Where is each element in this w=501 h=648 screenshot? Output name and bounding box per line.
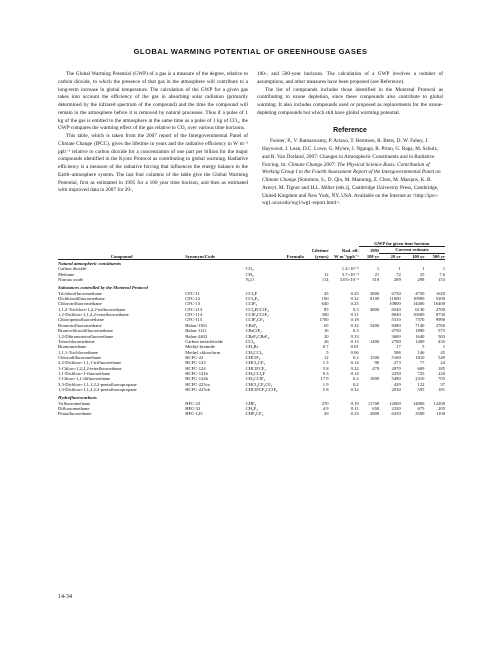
compound-name: Pentafluoroethane bbox=[58, 411, 92, 417]
gwp-100yr: 77 bbox=[419, 360, 425, 366]
rad-eff: 0.32 bbox=[350, 386, 359, 392]
compound-name: Tetrachloromethane bbox=[58, 338, 95, 344]
gwp-500yr: 220 bbox=[438, 370, 445, 376]
reference-book-title: Climate Change 2007: The Physical Science Basis. Contribution of Working Group I to the Fourth Assessment Report of the Intergovernmental Panel on Climate Change bbox=[262, 161, 441, 183]
gwp-500yr: 45 bbox=[440, 349, 445, 355]
section-title: Natural atmospheric constituents bbox=[58, 261, 122, 267]
lifetime: 1.3 bbox=[322, 360, 329, 366]
synonym-code: CFC-113 bbox=[185, 306, 203, 312]
compound-name: 1,1,1-Trichloroethane bbox=[58, 349, 98, 355]
synonym-header: Synonym/Code bbox=[185, 253, 216, 259]
gwp-1995: 8100 bbox=[370, 296, 380, 302]
synonym-code: HFC-32 bbox=[185, 405, 201, 411]
gwp-20yr: 2030 bbox=[391, 386, 401, 392]
intro-paragraph-3: 100-, and 500-year horizons. The calculation of a GWP involves a number of assumptions, and other measures have been proposed (see Reference). bbox=[257, 71, 443, 85]
rad-eff: 0.32 bbox=[350, 322, 359, 328]
gwp-500yr: 1620 bbox=[435, 290, 445, 296]
gwp-500yr: 9990 bbox=[435, 317, 445, 323]
compound-name: Dichlorodifluoromethane bbox=[58, 296, 105, 302]
synonym-code: Halon-1301 bbox=[185, 322, 208, 328]
gwp-100yr: 298 bbox=[417, 277, 425, 283]
compound-name: Chloropentafluoroethane bbox=[58, 317, 104, 323]
formula: CHF₂CF₃ bbox=[245, 411, 264, 417]
formula: CH₃CCl₃ bbox=[245, 349, 263, 355]
current-estimate-header: Current estimate bbox=[379, 247, 445, 253]
rad-eff: 0.13 bbox=[350, 338, 359, 344]
compound-name: Bromochlorodifluoromethane bbox=[58, 328, 113, 334]
gwp-100yr: 5 bbox=[422, 344, 425, 350]
rad-eff: 0.11 bbox=[350, 405, 359, 411]
gwp-1995: 3800 bbox=[370, 290, 380, 296]
synonym-code: Halon-2402 bbox=[185, 333, 208, 339]
page-number: 14-34 bbox=[58, 594, 72, 600]
gwp-group-header: GWP for given time horizon bbox=[359, 241, 445, 247]
synonym-code: HCFC-124 bbox=[185, 365, 206, 371]
synonym-code: Halon-1211 bbox=[185, 328, 207, 334]
gwp-table-body bbox=[58, 260, 445, 417]
gwp-500yr: 7.6 bbox=[439, 271, 445, 277]
gwp-500yr: 1 bbox=[442, 344, 445, 350]
synonym-code: HCFC-142b bbox=[185, 376, 208, 382]
gwp-20yr: 2070 bbox=[391, 365, 401, 371]
gwp-100yr: 1640 bbox=[415, 333, 425, 339]
gwp-100yr: 675 bbox=[417, 405, 425, 411]
gwp-20yr: 6730 bbox=[391, 290, 401, 296]
gwp-20yr: 2330 bbox=[391, 405, 401, 411]
gwp-500yr: 185 bbox=[438, 365, 445, 371]
lifetime: 1700 bbox=[319, 317, 329, 323]
synonym-code: HCFC-22 bbox=[185, 354, 204, 360]
gwp-500yr: 8730 bbox=[435, 312, 445, 318]
gwp-20yr: 12000 bbox=[389, 400, 401, 406]
gwp-100yr: 146 bbox=[417, 349, 425, 355]
rad-eff: 0.2 bbox=[352, 381, 359, 387]
lifetime: 12 bbox=[323, 354, 329, 360]
rad-eff: 0.14 bbox=[350, 360, 359, 366]
synonym-code: CFC-12 bbox=[185, 296, 201, 302]
reference-heading: Reference bbox=[333, 126, 367, 134]
gwp-500yr: 705 bbox=[438, 376, 445, 382]
rad-eff: 0.33 bbox=[350, 333, 359, 339]
formula: CCl₂F₂ bbox=[245, 296, 259, 302]
gwp-100yr: 10000 bbox=[412, 312, 425, 318]
gwp-1995: 1400 bbox=[370, 338, 380, 344]
synonym-code: HFC-23 bbox=[185, 400, 201, 406]
gwp-1995: 90 bbox=[374, 360, 380, 366]
section-title: Hydrofluorocarbons bbox=[58, 395, 97, 401]
lifetime: 640 bbox=[321, 301, 329, 307]
lifetime-header: Lifetime bbox=[311, 247, 329, 253]
gwp-500yr: 2760 bbox=[435, 322, 445, 328]
reference-authors: Forster, P., V. Ramaswamy, P. Artaxo, T. Berntsen, R. Betts, D. W. Fahey, J. Haywood, J. Lean, D.C. Lowe, G. Myhre, J. Nganga, R. Prinn, G. Raga, M. Schulz, and R. Van Dorland, 2007: Changes in Atmospheric Constituents and in Radiative Forcing. In: bbox=[262, 138, 439, 168]
gwp-1995: 4800 bbox=[370, 306, 380, 312]
rad-eff: 0.3 bbox=[352, 306, 359, 312]
formula: N₂O bbox=[245, 277, 254, 283]
gwp-500yr: 205 bbox=[438, 405, 445, 411]
synonym-code: Carbon tetrachloride bbox=[185, 338, 224, 344]
gwp-1995: 21 bbox=[374, 271, 380, 277]
formula: CCl₂FCClF₂ bbox=[245, 306, 269, 312]
gwp-500yr: 16400 bbox=[433, 301, 445, 307]
rad-eff: 0.31 bbox=[350, 312, 359, 318]
gwp-100yr: 4750 bbox=[415, 290, 425, 296]
gwp-100yr: 7140 bbox=[415, 322, 425, 328]
gwp-100yr: 725 bbox=[417, 370, 425, 376]
gwp-500yr: 37 bbox=[440, 381, 445, 387]
compound-name: Bromomethane bbox=[58, 344, 87, 350]
compound-name: Chlorotrifluoromethane bbox=[58, 301, 102, 307]
gwp-20yr: 17 bbox=[396, 344, 401, 350]
gwp-1995: 650 bbox=[372, 405, 380, 411]
formula: CHClFCF₃ bbox=[245, 365, 267, 371]
lifetime: 45 bbox=[323, 290, 329, 296]
gwp-20yr: 506 bbox=[393, 349, 401, 355]
gwp-20yr: 5310 bbox=[391, 317, 401, 323]
gwp-20yr: 5490 bbox=[391, 376, 401, 382]
gwp-500yr: 1100 bbox=[435, 411, 445, 417]
compound-name: Bromotrifluoromethane bbox=[58, 322, 102, 328]
lifetime: 17.9 bbox=[320, 376, 329, 382]
compound-name: 1-Chloro-1,2,2,2-tetrafluoroethane bbox=[58, 365, 122, 371]
rad-eff: 0.3 bbox=[352, 328, 359, 334]
formula: CHClF₂ bbox=[245, 354, 261, 360]
gwp-20yr: 6350 bbox=[391, 411, 401, 417]
synonym-code: CFC-13 bbox=[185, 301, 201, 307]
rad-eff: 0.22 bbox=[350, 365, 359, 371]
gwp-20yr: 289 bbox=[393, 277, 401, 283]
lifetime: 85 bbox=[323, 306, 329, 312]
gwp-1995: 1500 bbox=[370, 354, 380, 360]
formula: CClF₂CClF₂ bbox=[245, 312, 269, 318]
intro-left-column bbox=[58, 71, 248, 195]
rad-eff: 1.4×10⁻⁵ bbox=[341, 266, 359, 272]
gwp-table bbox=[58, 241, 445, 417]
formula: CHCl₂CF₂CF₃ bbox=[245, 381, 273, 387]
compound-name: Trichlorofluoromethane bbox=[58, 290, 102, 296]
lifetime: 1.9 bbox=[322, 381, 329, 387]
gwp-100yr: 1400 bbox=[415, 338, 425, 344]
gwp-1995: 1800 bbox=[370, 376, 380, 382]
lifetime: 114 bbox=[321, 277, 329, 283]
rad-eff: 3.7×10⁻⁴ bbox=[341, 271, 359, 277]
intro-paragraph-4: The list of compounds includes those identified in the Montreal Protocol as contributing to ozone depletion, since these compounds also contribute to global warming. It also includes compounds used or proposed as replacements for the ozone-depleting compounds but which still have global warming potential. bbox=[257, 86, 443, 116]
compound-name: 1-Chloro-1,1-difluoroethane bbox=[58, 376, 111, 382]
year-1995-header: 1995 bbox=[370, 247, 380, 253]
formula: CH₃CClF₂ bbox=[245, 376, 266, 382]
formula: CH₄ bbox=[245, 271, 254, 277]
section-row bbox=[58, 260, 445, 267]
lifetime: 20 bbox=[323, 333, 329, 339]
compound-name: 1,1,2-Trichloro-1,2,2-trifluoroethane bbox=[58, 306, 126, 312]
lifetime: 5.8 bbox=[322, 386, 329, 392]
rad-eff: 0.06 bbox=[350, 349, 359, 355]
gwp-1995: 11700 bbox=[367, 400, 380, 406]
gwp-100yr: 14800 bbox=[412, 400, 425, 406]
gwp-100yr: 2310 bbox=[415, 376, 425, 382]
gwp-500yr: 5200 bbox=[435, 296, 445, 302]
gwp-100yr: 1810 bbox=[415, 354, 425, 360]
rad-eff: 0.2 bbox=[352, 376, 359, 382]
lifetime: 29 bbox=[323, 411, 329, 417]
intro-paragraph-2: This table, which is taken from the 2007 report of the Intergovernmental Panel of Climate Change (IPCC), gives the lifetime in years and the radiative efficiency in W m⁻² ppb⁻¹ relative to carbon dioxide for a concentration of one part per billion for the major compounds identified in the Kyoto Protocol as contributing to global warming. Radiative efficiency is a measure of the radiative forcing that influences the energy balance in the Earth–atmosphere system. The last four columns of the table give the Global Warming Potential, first as estimated in 1995 for a 100 year time horizon, and then as estimated with improved data in 2007 for 20-, bbox=[58, 133, 248, 194]
horizon-500yr-header: 500 yr bbox=[432, 253, 445, 259]
rad-eff: 0.19 bbox=[350, 400, 359, 406]
rad-eff: 0.14 bbox=[350, 370, 359, 376]
gwp-100yr: 14400 bbox=[412, 301, 425, 307]
compound-name: 1,1-Dichloro-1-fluoroethane bbox=[58, 370, 111, 376]
gwp-20yr: 10800 bbox=[389, 301, 401, 307]
formula: CH₃Br bbox=[245, 344, 259, 350]
gwp-100yr: 10900 bbox=[412, 296, 425, 302]
formula: CBrClF₂ bbox=[245, 328, 262, 334]
lifetime: 26 bbox=[323, 338, 329, 344]
page-title: GLOBAL WARMING POTENTIAL OF GREENHOUSE GASES bbox=[133, 47, 368, 56]
synonym-code: HCFC-141b bbox=[185, 370, 208, 376]
horizon-100yr-header: 100 yr bbox=[412, 253, 425, 259]
gwp-20yr: 6540 bbox=[391, 306, 401, 312]
synonym-code: CFC-11 bbox=[185, 290, 200, 296]
formula: CH₂F₂ bbox=[245, 405, 258, 411]
gwp-500yr: 435 bbox=[438, 338, 445, 344]
lifetime: 4.9 bbox=[322, 405, 329, 411]
lifetime: 9.3 bbox=[322, 370, 329, 376]
formula: CHCl₂CF₃ bbox=[245, 360, 266, 366]
rad-eff-header: Rad. eff. bbox=[342, 247, 359, 253]
formula: CBrF₃ bbox=[245, 322, 258, 328]
gwp-20yr: 11000 bbox=[389, 296, 401, 302]
lifetime: 5 bbox=[326, 349, 329, 355]
gwp-20yr: 8040 bbox=[391, 312, 401, 318]
compound-name: 1,2-Dichloro-1,1,2,2-tetrafluoroethane bbox=[58, 312, 129, 318]
gwp-1995: 310 bbox=[372, 277, 380, 283]
gwp-500yr: 503 bbox=[438, 333, 445, 339]
gwp-20yr: 2700 bbox=[391, 338, 401, 344]
gwp-1995: 470 bbox=[372, 365, 380, 371]
gwp-500yr: 181 bbox=[438, 386, 445, 392]
compound-name: Chlorodifluoromethane bbox=[58, 354, 102, 360]
synonym-code: HCFC-225ca bbox=[185, 381, 210, 387]
gwp-20yr: 8480 bbox=[391, 322, 401, 328]
gwp-100yr: 122 bbox=[417, 381, 425, 387]
gwp-100yr: 7370 bbox=[415, 317, 425, 323]
lifetime: 16 bbox=[323, 328, 329, 334]
gwp-table-container bbox=[58, 241, 445, 417]
compound-header: Compound bbox=[110, 253, 133, 259]
synonym-code: HCFC-225cb bbox=[185, 386, 210, 392]
gwp-500yr: 12200 bbox=[433, 400, 445, 406]
gwp-20yr: 5160 bbox=[391, 354, 401, 360]
gwp-100yr: 1 bbox=[422, 266, 425, 272]
synonym-code: HFC-125 bbox=[185, 411, 203, 417]
synonym-code: CFC-115 bbox=[185, 317, 203, 323]
horizon-20yr-header: 20 yr bbox=[390, 253, 401, 259]
gwp-500yr: 1 bbox=[442, 266, 445, 272]
formula-header: Formula bbox=[286, 253, 304, 259]
synonym-code: CFC-114 bbox=[185, 312, 203, 318]
formula: CClF₂CF₃ bbox=[245, 317, 265, 323]
formula: CHF₃ bbox=[245, 400, 257, 406]
intro-right-column bbox=[257, 71, 443, 208]
synonym-code: HCFC-123 bbox=[185, 360, 206, 366]
rad-eff: 0.01 bbox=[350, 344, 359, 350]
rad-eff: 0.25 bbox=[350, 290, 359, 296]
gwp-1995: 2800 bbox=[370, 411, 380, 417]
compound-name: 1,2-Dibromotetrafluoroethane bbox=[58, 333, 114, 339]
gwp-100yr: 1890 bbox=[415, 328, 425, 334]
gwp-1995: 5400 bbox=[370, 322, 380, 328]
gwp-20yr: 273 bbox=[393, 360, 401, 366]
lifetime: 65 bbox=[323, 322, 329, 328]
formula: CO₂ bbox=[245, 266, 254, 272]
gwp-20yr: 2250 bbox=[391, 370, 401, 376]
reference-publisher: [Solomon, S., D. Qin, M. Manning, Z. Chen, M. Marquis, K. B. Averyt, M. Tignor and H.L. Miller (eds.)], Cambridge University Press, Cambridge, United Kingdom and New York, NY, USA. Available on the Internet at <http://ipcc-wg1.ucar.edu/wg1/wg1-report.html>. bbox=[262, 177, 439, 207]
synonym-code: Methyl chloroform bbox=[185, 349, 221, 355]
gwp-100yr: 25 bbox=[419, 271, 425, 277]
synonym-code: Methyl bromide bbox=[185, 344, 215, 350]
table-row bbox=[58, 411, 445, 416]
gwp-500yr: 2700 bbox=[435, 306, 445, 312]
lifetime: 300 bbox=[321, 312, 329, 318]
compound-name: Nitrous oxide bbox=[58, 277, 84, 283]
gwp-20yr: 429 bbox=[393, 381, 401, 387]
gwp-100yr: 595 bbox=[417, 386, 425, 392]
gwp-500yr: 24 bbox=[440, 360, 445, 366]
compound-name: 3,3-Dichloro-1,1,1,2,2-pentafluoropropane bbox=[58, 381, 137, 387]
lifetime: 5.8 bbox=[322, 365, 329, 371]
formula: CBrF₂CBrF₂ bbox=[245, 333, 270, 339]
formula: CClF₃ bbox=[245, 301, 258, 307]
rad-eff: 0.23 bbox=[350, 411, 359, 417]
rad-eff: 0.2 bbox=[352, 354, 359, 360]
intro-paragraph-1: The Global Warming Potential (GWP) of a gas is a measure of the degree, relative to carbon dioxide, to which the presence of that gas in the atmosphere will contribute to a long-term increase in global temperature. The calculation of the GWP for a given gas takes into account the efficiency of the gas in absorbing solar radiation (primarily determined by the infrared spectrum of the compound) and the time the compound will remain in the atmosphere before it is removed by natural processes. Thus if a pulse of 1 kg of the gas is emitted to the atmosphere at the same time as a pulse of 1 kg of CO₂, the GWP compares the warming effect of the gas relative to CO₂ over various time horizons. bbox=[58, 71, 248, 132]
reference-citation bbox=[257, 138, 443, 208]
rad-eff: 3.03×10⁻³ bbox=[339, 277, 359, 283]
gwp-100yr: 609 bbox=[417, 365, 425, 371]
formula: CCl₄ bbox=[245, 338, 255, 344]
gwp-100yr: 3500 bbox=[415, 411, 425, 417]
lifetime: 100 bbox=[321, 296, 329, 302]
compound-name: Trifluoromethane bbox=[58, 400, 91, 406]
gwp-20yr: 4750 bbox=[391, 328, 401, 334]
formula: CHClFCF₂CClF₂ bbox=[245, 386, 278, 392]
lifetime: 270 bbox=[321, 400, 329, 406]
rad-eff-unit: W m⁻²ppb⁻¹ bbox=[333, 253, 359, 259]
formula: CCl₃F bbox=[245, 290, 258, 296]
compound-name: Methane bbox=[58, 271, 75, 277]
gwp-20yr: 3680 bbox=[391, 333, 401, 339]
compound-name: 1,3-Dichloro-1,1,2,2,3-pentafluoropropane bbox=[58, 386, 137, 392]
lifetime: 0.7 bbox=[322, 344, 329, 350]
rad-eff: 0.25 bbox=[350, 301, 359, 307]
gwp-500yr: 575 bbox=[438, 328, 445, 334]
gwp-1995: 1 bbox=[376, 266, 380, 272]
rad-eff: 0.18 bbox=[350, 317, 359, 323]
year-1995-unit: 100 yr bbox=[366, 253, 380, 259]
gwp-20yr: 1 bbox=[398, 266, 401, 272]
gwp-500yr: 153 bbox=[438, 277, 445, 283]
rad-eff: 0.32 bbox=[350, 296, 359, 302]
compound-name: 2,2-Dichloro-1,1,1-trifluoroethane bbox=[58, 360, 122, 366]
compound-name: Carbon dioxide bbox=[58, 266, 87, 272]
gwp-100yr: 6130 bbox=[415, 306, 425, 312]
lifetime-unit: (years) bbox=[315, 253, 329, 259]
section-title: Substances controlled by the Montreal Protocol bbox=[58, 285, 148, 291]
lifetime: 12 bbox=[323, 271, 329, 277]
gwp-500yr: 549 bbox=[438, 354, 445, 360]
formula: CH₃CCl₂F bbox=[245, 370, 266, 376]
gwp-20yr: 72 bbox=[396, 271, 401, 277]
compound-name: Difluoromethane bbox=[58, 405, 90, 411]
